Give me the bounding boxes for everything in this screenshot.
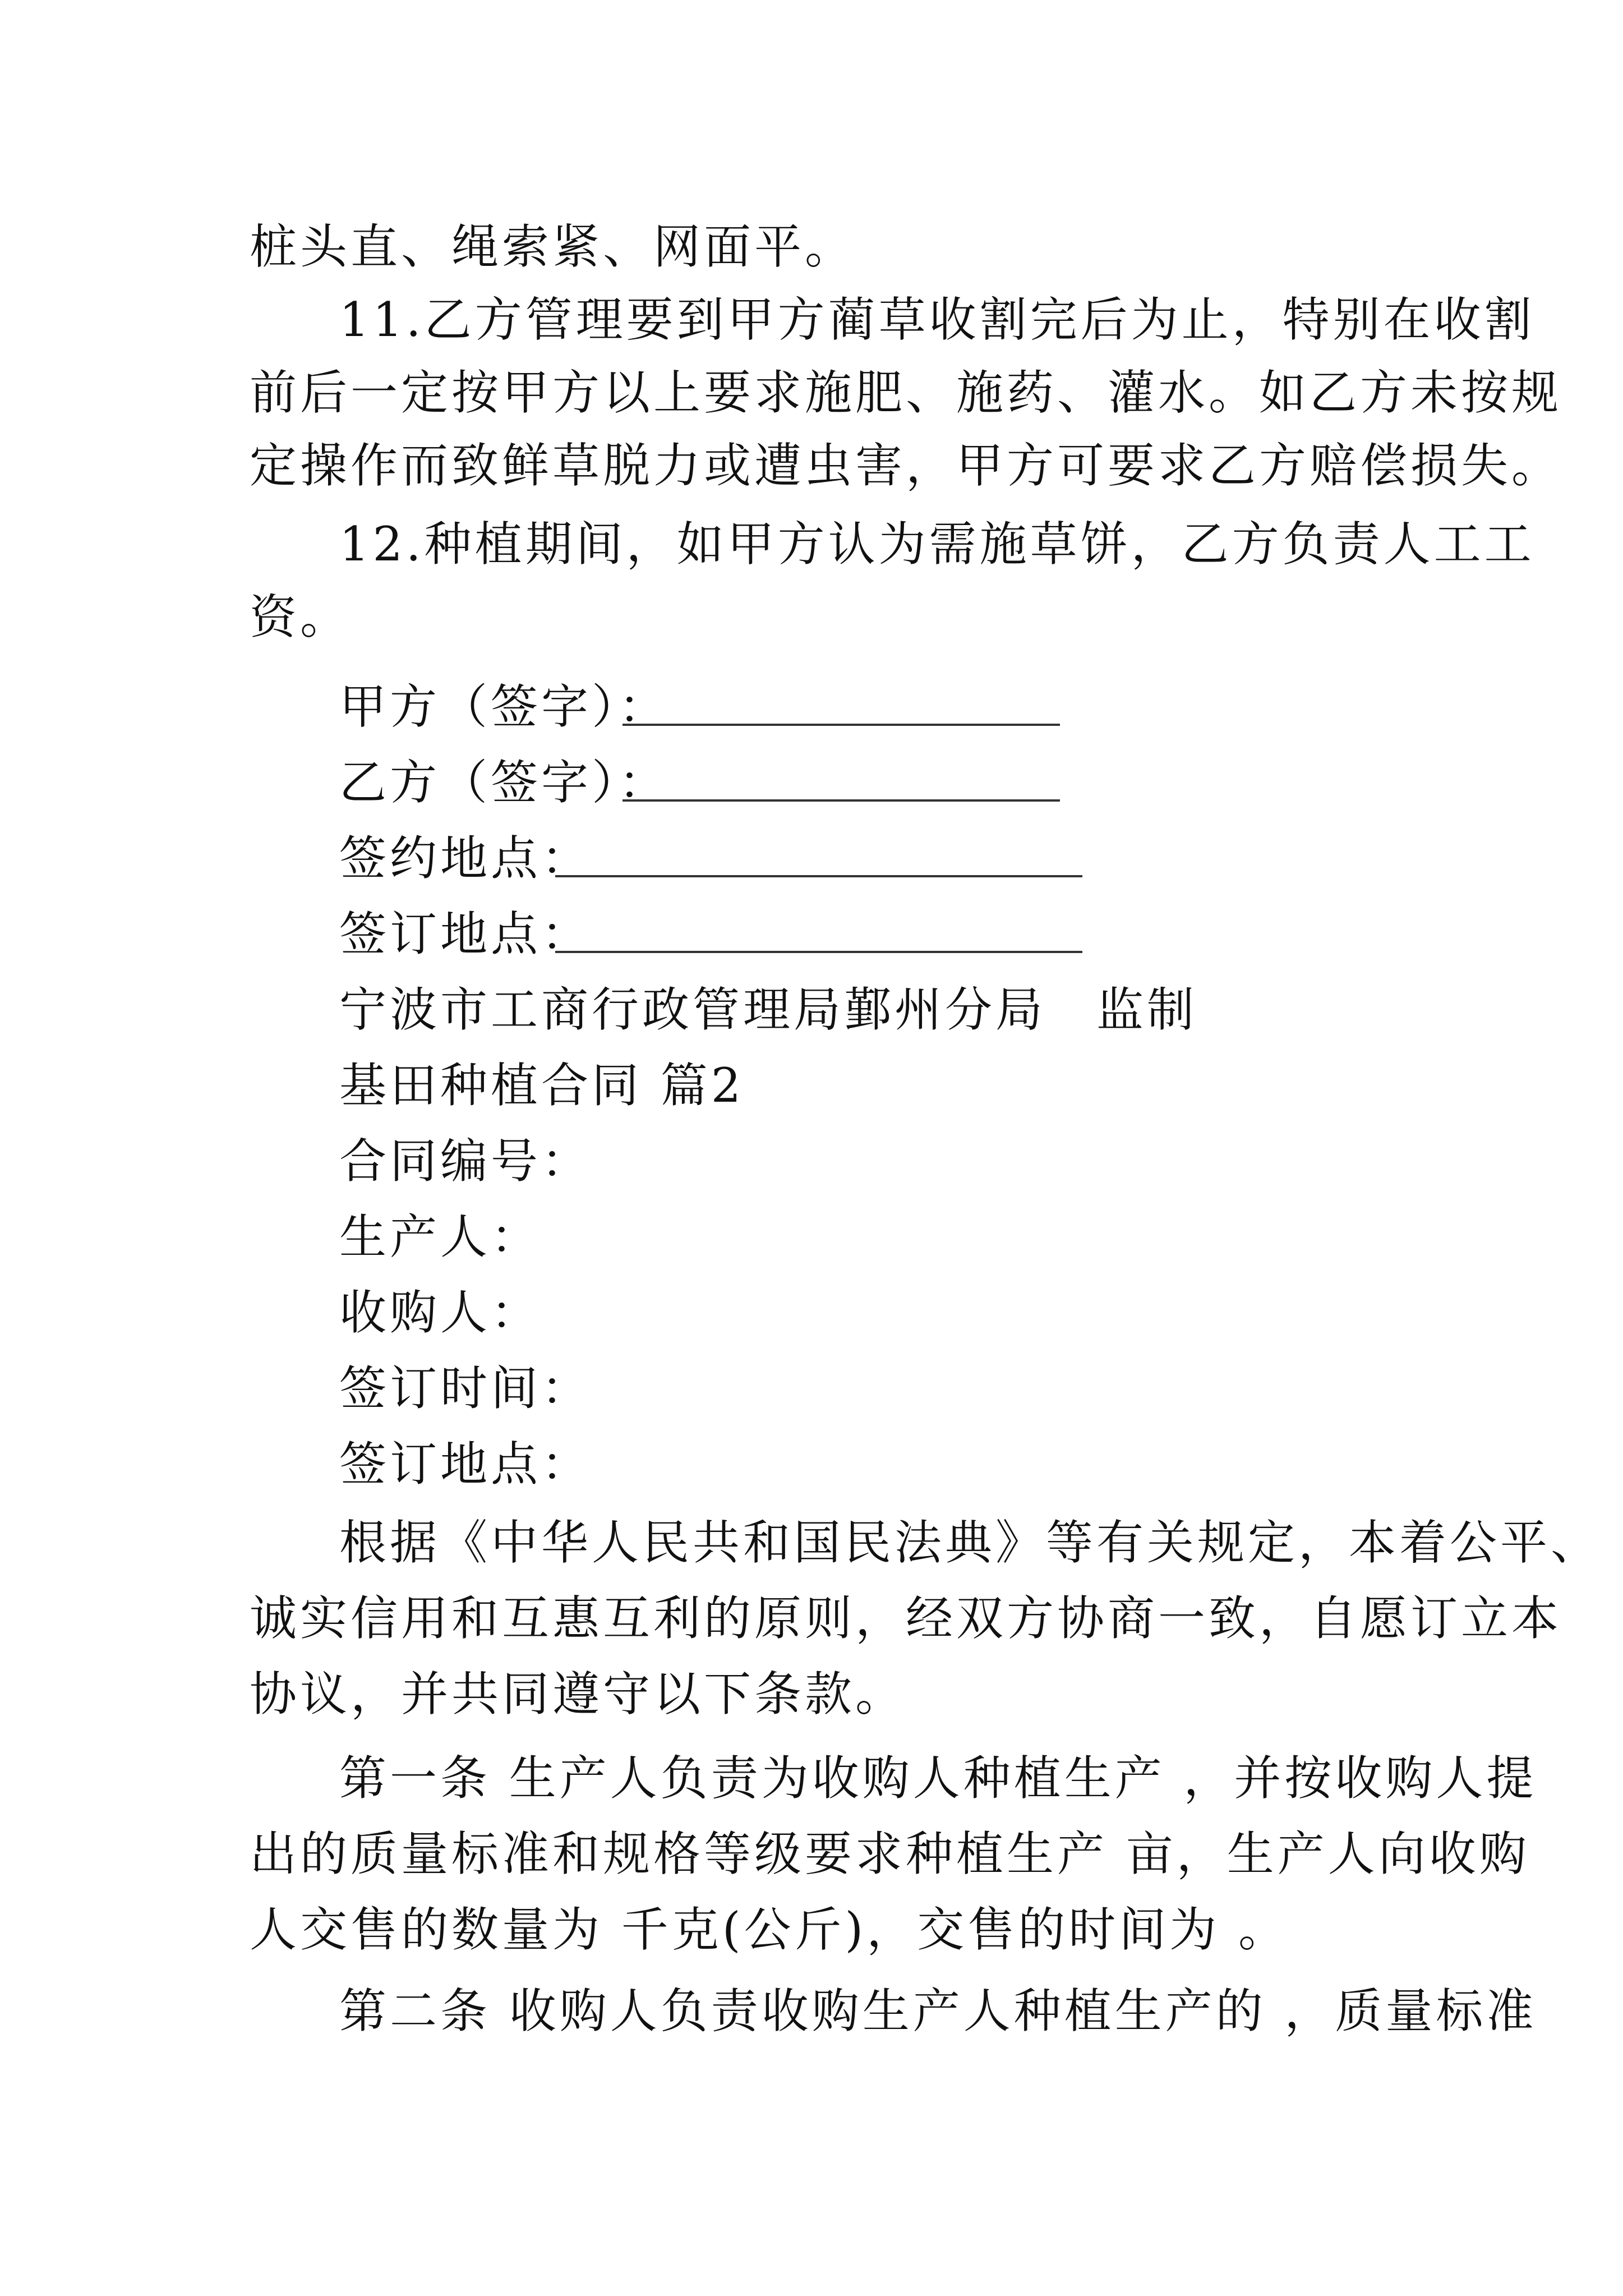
article-1-line: 人交售的数量为 千克(公斤)，交售的时间为 。: [250, 1902, 1289, 1957]
supervisor-note: 宁波市工商行政管理局鄞州分局 监制: [339, 982, 1198, 1037]
text-line: 桩头直、绳索紧、网面平。: [250, 219, 856, 274]
party-a-signature-label: 甲方（签字）：: [339, 679, 670, 734]
sign-location-line: [555, 951, 1082, 953]
clause-12: 12.种植期间，如甲方认为需施草饼，乙方负责人工工: [339, 517, 1535, 572]
text-line: 定操作而致鲜草脱力或遭虫害，甲方可要求乙方赔偿损失。: [250, 438, 1562, 493]
producer-label: 生产人：: [339, 1209, 542, 1264]
party-b-signature-label: 乙方（签字）：: [339, 755, 670, 810]
contract-2-title: 基田种植合同 篇2: [339, 1058, 745, 1113]
party-b-signature-line: [623, 799, 1060, 802]
sign-location-label-2: 签订地点：: [339, 1437, 592, 1492]
sign-place-line: [555, 875, 1082, 877]
preamble-line: 协议，并共同遵守以下条款。: [250, 1667, 906, 1722]
preamble-line: 根据《中华人民共和国民法典》等有关规定，本着公平、: [339, 1515, 1602, 1570]
clause-11: 11.乙方管理要到甲方蔺草收割完后为止，特别在收割: [339, 292, 1535, 347]
sign-location-label: 签订地点：: [339, 907, 592, 961]
preamble-line: 诚实信用和互惠互利的原则，经双方协商一致，自愿订立本: [250, 1591, 1562, 1646]
buyer-label: 收购人：: [339, 1285, 542, 1340]
contract-number-label: 合同编号：: [339, 1134, 592, 1189]
article-1-line: 第一条 生产人负责为收购人种植生产 ，并按收购人提: [339, 1751, 1537, 1806]
text-line: 资。: [250, 590, 351, 645]
sign-place-label: 签约地点：: [339, 831, 592, 886]
text-line: 前后一定按甲方以上要求施肥、施药、灌水。如乙方未按规: [250, 365, 1562, 420]
article-2-line: 第二条 收购人负责收购生产人种植生产的 ，质量标准: [339, 1984, 1537, 2039]
sign-time-label: 签订时间：: [339, 1361, 592, 1416]
article-1-line: 出的质量标准和规格等级要求种植生产 亩，生产人向收购: [250, 1826, 1530, 1881]
party-a-signature-line: [623, 724, 1060, 726]
